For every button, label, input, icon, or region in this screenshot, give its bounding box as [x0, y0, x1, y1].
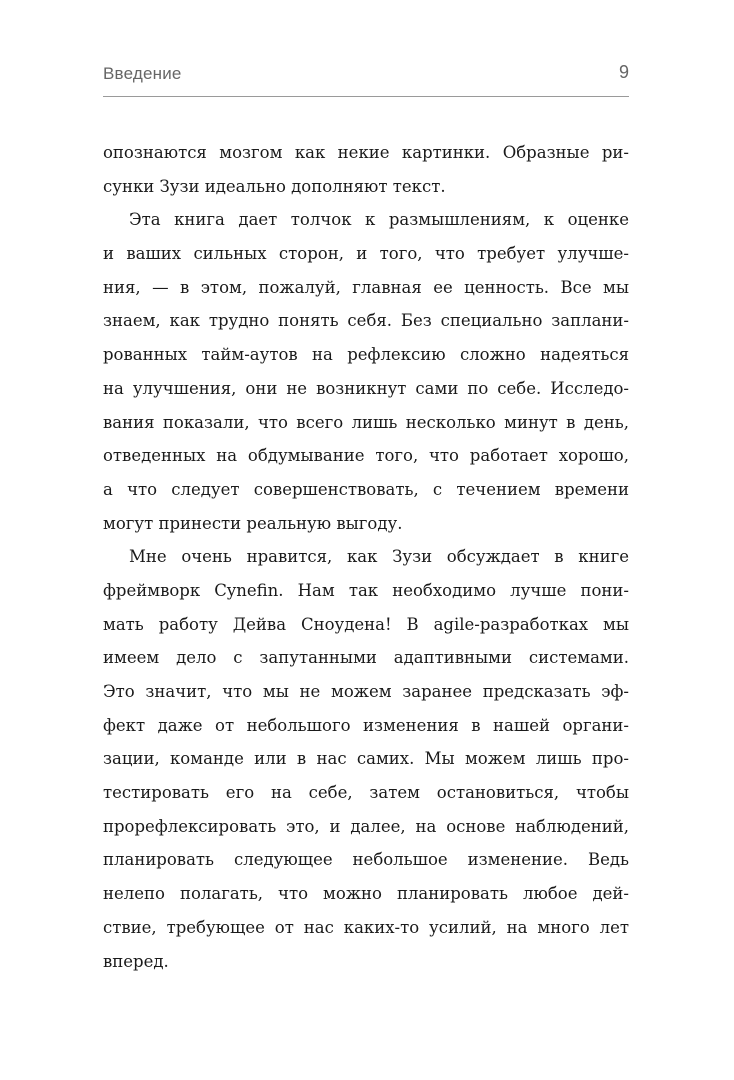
text-line: отведенных на обдумывание того, что работает хорошо,: [103, 446, 629, 466]
text-line: знаем, как трудно понять себя. Без специально заплани-: [103, 311, 629, 331]
section-title: Введение: [103, 64, 182, 83]
paragraph: [103, 203, 629, 540]
text-line: фект даже от небольшого изменения в нашей органи-: [103, 715, 629, 735]
paragraph: [103, 540, 629, 978]
text-line: тестировать его на себе, затем остановиться, чтобы: [103, 783, 629, 803]
body-text: [103, 136, 629, 978]
text-line: рованных тайм-аутов на рефлексию сложно надеяться: [103, 345, 629, 365]
text-line: нелепо полагать, что можно планировать любое дей-: [103, 884, 629, 904]
text-line: и ваших сильных сторон, и того, что требует улучше-: [103, 244, 629, 264]
text-line: Это значит, что мы не можем заранее предсказать эф-: [103, 682, 629, 701]
text-line: а что следует совершенствовать, с течением времени: [103, 479, 629, 499]
paragraph: [103, 136, 629, 203]
text-line: фреймворк Cynefin. Нам так необходимо лучше пони-: [103, 580, 629, 600]
text-line: имеем дело с запутанными адаптивными системами.: [103, 648, 629, 668]
text-line: планировать следующее небольшое изменение. Ведь: [103, 850, 629, 870]
text-line: Эта книга дает толчок к размышлениям, к оценке: [129, 210, 629, 230]
text-line: опознаются мозгом как некие картинки. Образные ри-: [103, 143, 629, 162]
text-line: на улучшения, они не возникнут сами по себе. Исследо-: [103, 378, 629, 398]
text-line: прорефлексировать это, и далее, на основе наблюдений,: [103, 816, 629, 836]
text-line: могут принести реальную выгоду.: [103, 513, 403, 533]
text-line: Мне очень нравится, как Зузи обсуждает в книге: [129, 547, 629, 567]
text-line: мать работу Дейва Сноудена! В agile-разработках мы: [103, 614, 629, 634]
text-line: зации, команде или в нас самих. Мы можем лишь про-: [103, 749, 629, 769]
page-number: 9: [618, 62, 629, 82]
text-line: ния, — в этом, пожалуй, главная ее ценность. Все мы: [103, 277, 629, 297]
text-line: ствие, требующее от нас каких-то усилий, на много лет: [103, 917, 629, 937]
running-head: [103, 60, 629, 97]
text-line: сунки Зузи идеально дополняют текст.: [103, 176, 446, 196]
text-line: вания показали, что всего лишь несколько минут в день,: [103, 412, 629, 432]
text-line: вперед.: [103, 951, 169, 971]
